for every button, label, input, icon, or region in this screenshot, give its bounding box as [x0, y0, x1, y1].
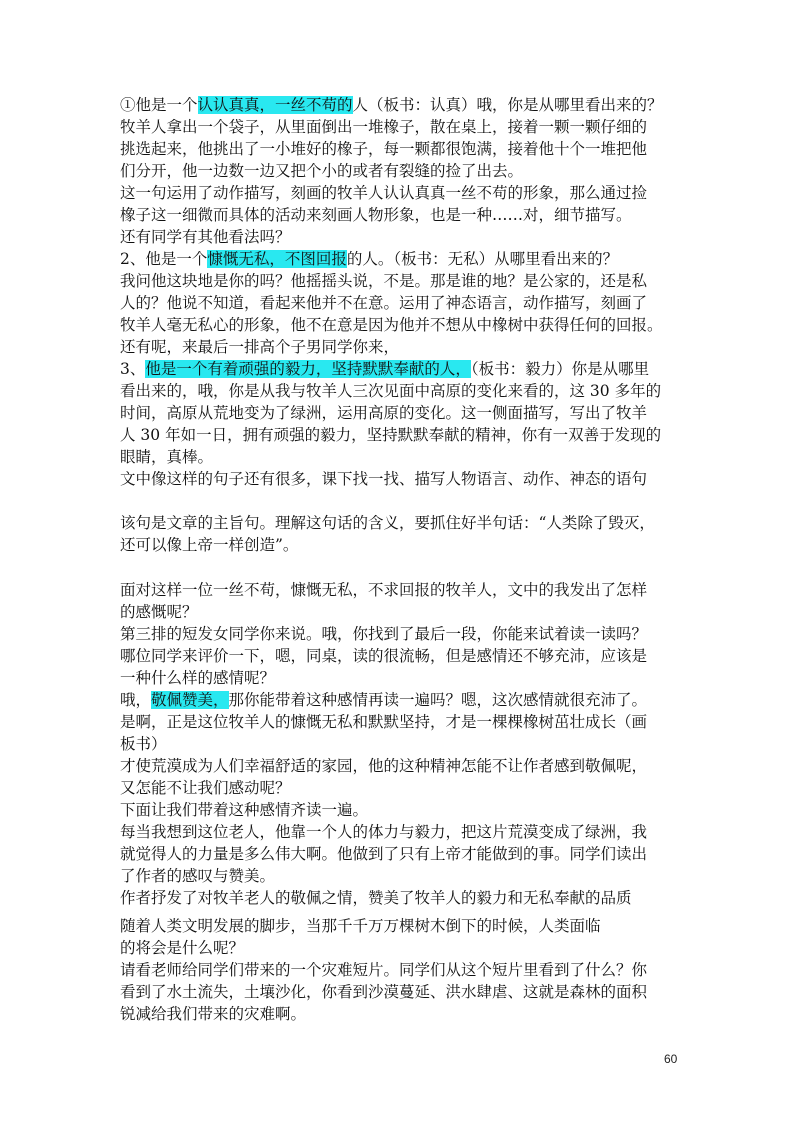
text-segment: 下面让我们带着这种感情齐读一遍。	[120, 801, 369, 819]
text-line	[120, 380, 690, 402]
text-segment: 该句是文章的主旨句。理解这句话的含义，要抓住好半句话：“人类除了毁灭，	[120, 514, 655, 532]
text-line	[120, 623, 690, 645]
text-line	[120, 601, 690, 623]
text-line	[120, 959, 690, 981]
highlighted-text: 慷慨无私，不图回报	[207, 250, 347, 268]
text-segment: 一种什么样的感情呢？	[120, 669, 276, 687]
text-segment: 橡子这一细微而具体的活动来刻画人物形象，也是一种……对，细节描写。	[120, 206, 632, 224]
text-line	[120, 937, 690, 959]
text-line	[120, 160, 690, 182]
text-segment: 们分开，他一边数一边又把个小的或者有裂缝的捡了出去。	[120, 162, 524, 180]
text-line	[120, 645, 690, 667]
text-segment: 这一句运用了动作描写，刻画的牧羊人认认真真一丝不苟的形象，那么通过捡	[120, 184, 648, 202]
text-segment: 时间，高原从荒地变为了绿洲，运用高原的变化。这一侧面描写，写出了牧羊	[120, 404, 648, 422]
text-line	[120, 777, 690, 799]
text-segment: 是啊，正是这位牧羊人的慷慨无私和默默坚持，才是一棵棵橡树茁壮成长（画	[120, 713, 648, 731]
text-segment: 的感慨呢？	[120, 603, 198, 621]
text-segment: 了作者的感叹与赞美。	[120, 867, 276, 885]
text-line	[120, 667, 690, 689]
text-segment: 人 30 年如一日，拥有顽强的毅力，坚持默默奉献的精神，你有一双善于发现的	[120, 426, 662, 444]
text-line	[120, 182, 690, 204]
text-segment: 看出来的，哦，你是从我与牧羊人三次见面中高原的变化来看的，这 30 多年的	[120, 382, 662, 400]
text-line	[120, 468, 690, 490]
highlighted-text: 他是一个有着顽强的毅力，坚持默默奉献的人，	[145, 360, 471, 378]
text-segment: 第三排的短发女同学你来说。哦，你找到了最后一段，你能来试着读一读吗？	[120, 625, 648, 643]
highlighted-text: 认认真真，一丝不苟的	[197, 96, 353, 114]
text-segment: 请看老师给同学们带来的一个灾难短片。同学们从这个短片里看到了什么？你	[120, 961, 648, 979]
page-number: 60	[664, 1052, 678, 1066]
text-segment: 那你能带着这种感情再读一遍吗？嗯，这次感情就很充沛了。	[228, 691, 648, 709]
text-line	[120, 843, 690, 865]
text-line	[120, 424, 690, 446]
text-line	[120, 94, 690, 116]
text-segment: 就觉得人的力量是多么伟大啊。他做到了只有上帝才能做到的事。同学们读出	[120, 845, 648, 863]
text-line	[120, 336, 690, 358]
text-segment: 随着人类文明发展的脚步，当那千千万万棵树木倒下的时候，人类面临	[120, 917, 601, 935]
text-segment: 锐减给我们带来的灾难啊。	[120, 1005, 307, 1023]
text-line	[120, 755, 690, 777]
text-segment: 还可以像上帝一样创造”。	[120, 536, 299, 554]
text-line	[120, 711, 690, 733]
text-segment: 才使荒漠成为人们幸福舒适的家园，他的这种精神怎能不让作者感到敬佩呢，	[120, 757, 648, 775]
text-segment: 3、	[120, 360, 146, 378]
text-line	[120, 358, 690, 380]
text-segment: 文中像这样的句子还有很多，课下找一找、描写人物语言、动作、神态的语句	[120, 470, 648, 488]
text-segment: 板书）	[120, 735, 167, 753]
text-line	[120, 314, 690, 336]
text-segment: 牧羊人毫无私心的形象，他不在意是因为他并不想从中橡树中获得任何的回报。	[120, 316, 663, 334]
text-segment: 还有同学有其他看法吗？	[120, 228, 291, 246]
text-segment: 我问他这块地是你的吗？他摇摇头说，不是。那是谁的地？是公家的，还是私	[120, 272, 648, 290]
text-line	[120, 799, 690, 821]
text-line	[120, 270, 690, 292]
text-segment: 每当我想到这位老人，他靠一个人的体力与毅力，把这片荒漠变成了绿洲，我	[120, 823, 648, 841]
text-segment: ①他是一个	[120, 96, 198, 114]
text-segment: 的将会是什么呢？	[120, 939, 245, 957]
text-segment: 哪位同学来评价一下，嗯，同桌，读的很流畅，但是感情还不够充沛，应该是	[120, 647, 648, 665]
text-line	[120, 887, 690, 909]
text-line	[120, 204, 690, 226]
text-line	[120, 512, 690, 534]
text-segment: 又怎能不让我们感动呢？	[120, 779, 291, 797]
text-line	[120, 402, 690, 424]
text-line	[120, 821, 690, 843]
text-segment: 的人。（板书：无私）从哪里看出来的？	[346, 250, 619, 268]
text-segment: 牧羊人拿出一个袋子，从里面倒出一堆橡子，散在桌上，接着一颗一颗仔细的	[120, 118, 648, 136]
text-line	[120, 116, 690, 138]
text-segment: 2、他是一个	[120, 250, 208, 268]
text-segment: 还有呢，来最后一排高个子男同学你来，	[120, 338, 400, 356]
text-line	[120, 689, 690, 711]
text-line	[120, 534, 690, 556]
text-line	[120, 1003, 690, 1025]
text-segment: （板书：毅力）你是从哪里	[470, 360, 650, 378]
text-line	[120, 292, 690, 314]
text-line	[120, 248, 690, 270]
text-segment: 挑选起来，他挑出了一小堆好的橡子，每一颗都很饱满，接着他十个一堆把他	[120, 140, 648, 158]
text-line	[120, 915, 690, 937]
text-line	[120, 981, 690, 1003]
text-segment: 眼睛，真棒。	[120, 448, 214, 466]
text-segment: 人的？他说不知道，看起来他并不在意。运用了神态语言，动作描写，刻画了	[120, 294, 648, 312]
text-segment: 面对这样一位一丝不苟，慷慨无私，不求回报的牧羊人，文中的我发出了怎样	[120, 581, 648, 599]
text-line	[120, 579, 690, 601]
text-segment: 人（板书：认真）哦，你是从哪里看出来的？	[352, 96, 663, 114]
text-segment: 哦，	[120, 691, 152, 709]
text-line	[120, 446, 690, 468]
highlighted-text: 敬佩赞美，	[151, 691, 229, 709]
text-segment: 看到了水土流失，土壤沙化，你看到沙漠蔓延、洪水肆虐、这就是森林的面积	[120, 983, 648, 1001]
text-segment: 作者抒发了对牧羊老人的敬佩之情，赞美了牧羊人的毅力和无私奉献的品质	[120, 889, 632, 907]
text-line	[120, 865, 690, 887]
text-line	[120, 226, 690, 248]
text-line	[120, 138, 690, 160]
text-line	[120, 733, 690, 755]
